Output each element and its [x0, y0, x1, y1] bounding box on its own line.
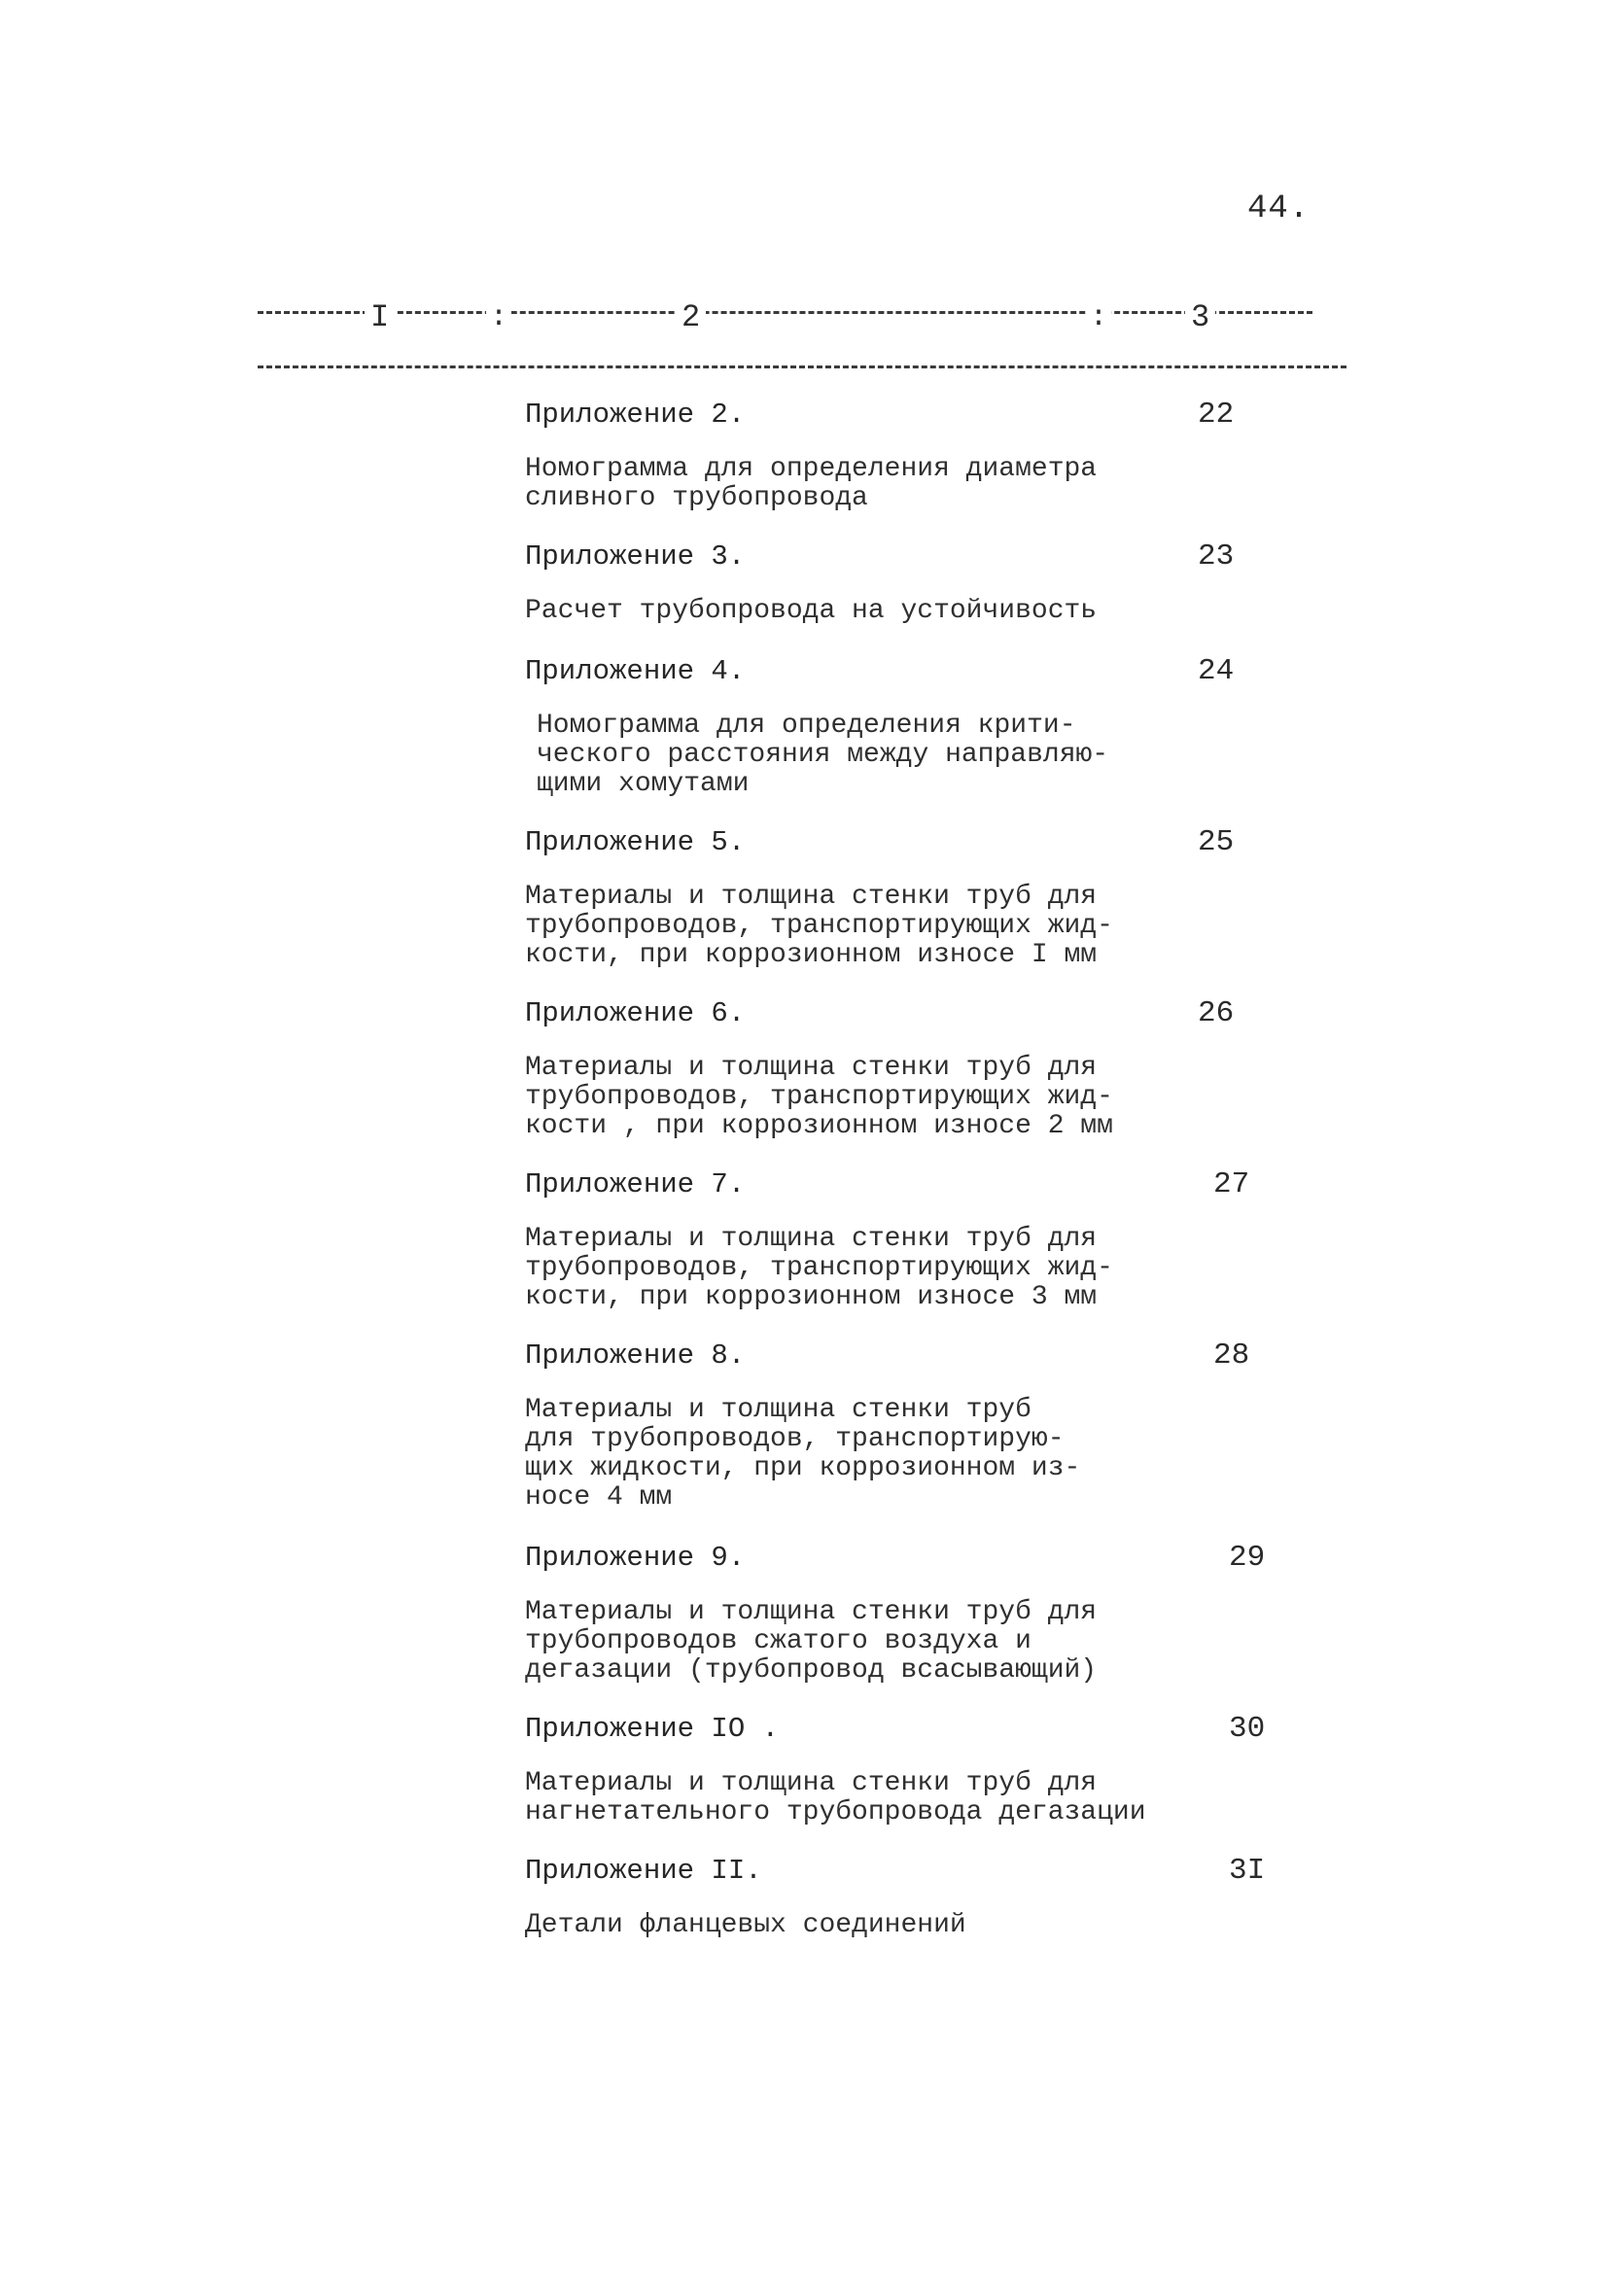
appendix-heading: Приложение II. [525, 1855, 762, 1887]
appendix-heading: Приложение 5. [525, 826, 746, 858]
column-header [258, 292, 1346, 379]
appendix-heading: Приложение IO . [525, 1713, 780, 1745]
toc-entry [525, 399, 1283, 513]
appendix-description: Материалы и толщина стенки труб для трубопроводов, транспортирующих жид- кости, при коррозионном износе 3 мм [525, 1224, 1113, 1312]
appendix-page-number: 29 [1229, 1541, 1266, 1575]
appendix-heading: Приложение 7. [525, 1168, 746, 1200]
appendix-description: Материалы и толщина стенки труб для нагнетательного трубопровода дегазации [525, 1768, 1146, 1827]
appendix-description: Материалы и толщина стенки труб для трубопроводов сжатого воздуха и дегазации (трубопровод всасывающий) [525, 1597, 1098, 1686]
toc-entry [525, 1855, 1283, 1940]
appendix-description: Расчет трубопровода на устойчивость [525, 596, 1098, 626]
column-number-2: 2 [676, 299, 706, 335]
column-number-1: I [365, 299, 395, 335]
page-number: 44. [1247, 191, 1311, 227]
header-dashed-rule-top [258, 311, 1312, 314]
toc-entry [525, 655, 1283, 799]
appendix-description: Детали фланцевых соединений [525, 1910, 966, 1940]
appendix-page-number: 26 [1198, 996, 1235, 1030]
header-dashed-rule-bottom [258, 365, 1346, 368]
appendix-page-number: 30 [1229, 1712, 1266, 1746]
appendix-page-number: 25 [1198, 825, 1235, 859]
column-number-3: 3 [1185, 299, 1215, 335]
appendix-heading: Приложение 9. [525, 1542, 746, 1574]
toc-entry [525, 997, 1283, 1141]
column-separator: : [486, 301, 511, 334]
appendix-heading: Приложение 3. [525, 540, 746, 573]
appendix-description: Материалы и толщина стенки труб для трубопроводов, транспортирующих жид- кости , при коррозионном износе 2 мм [525, 1053, 1113, 1141]
appendix-page-number: 22 [1198, 398, 1235, 432]
appendix-heading: Приложение 4. [525, 655, 746, 687]
appendix-description: Материалы и толщина стенки труб для трубопроводов, транспортирую- щих жидкости, при коррозионном из- носе 4 мм [525, 1395, 1081, 1513]
appendix-heading: Приложение 6. [525, 997, 746, 1029]
appendix-page-number: 28 [1213, 1339, 1250, 1373]
appendix-description: Номограмма для определения диаметра сливного трубопровода [525, 454, 1098, 513]
toc-entry [525, 540, 1283, 626]
appendix-description: Материалы и толщина стенки труб для трубопроводов, транспортирующих жид- кости, при коррозионном износе I мм [525, 882, 1113, 970]
toc-entry [525, 1339, 1283, 1513]
appendix-page-number: 23 [1198, 539, 1235, 574]
toc-entry [525, 1542, 1283, 1686]
column-separator: : [1086, 301, 1111, 334]
toc-entry [525, 1713, 1283, 1827]
appendix-heading: Приложение 2. [525, 399, 746, 431]
appendix-description: Номограмма для определения крити- ческого расстояния между направляю- щими хомутами [537, 711, 1109, 799]
toc-entry [525, 826, 1283, 970]
appendix-page-number: 27 [1213, 1167, 1250, 1201]
appendix-heading: Приложение 8. [525, 1339, 746, 1372]
appendix-page-number: 3I [1229, 1854, 1266, 1888]
toc-entry [525, 1168, 1283, 1312]
appendix-page-number: 24 [1198, 654, 1235, 688]
